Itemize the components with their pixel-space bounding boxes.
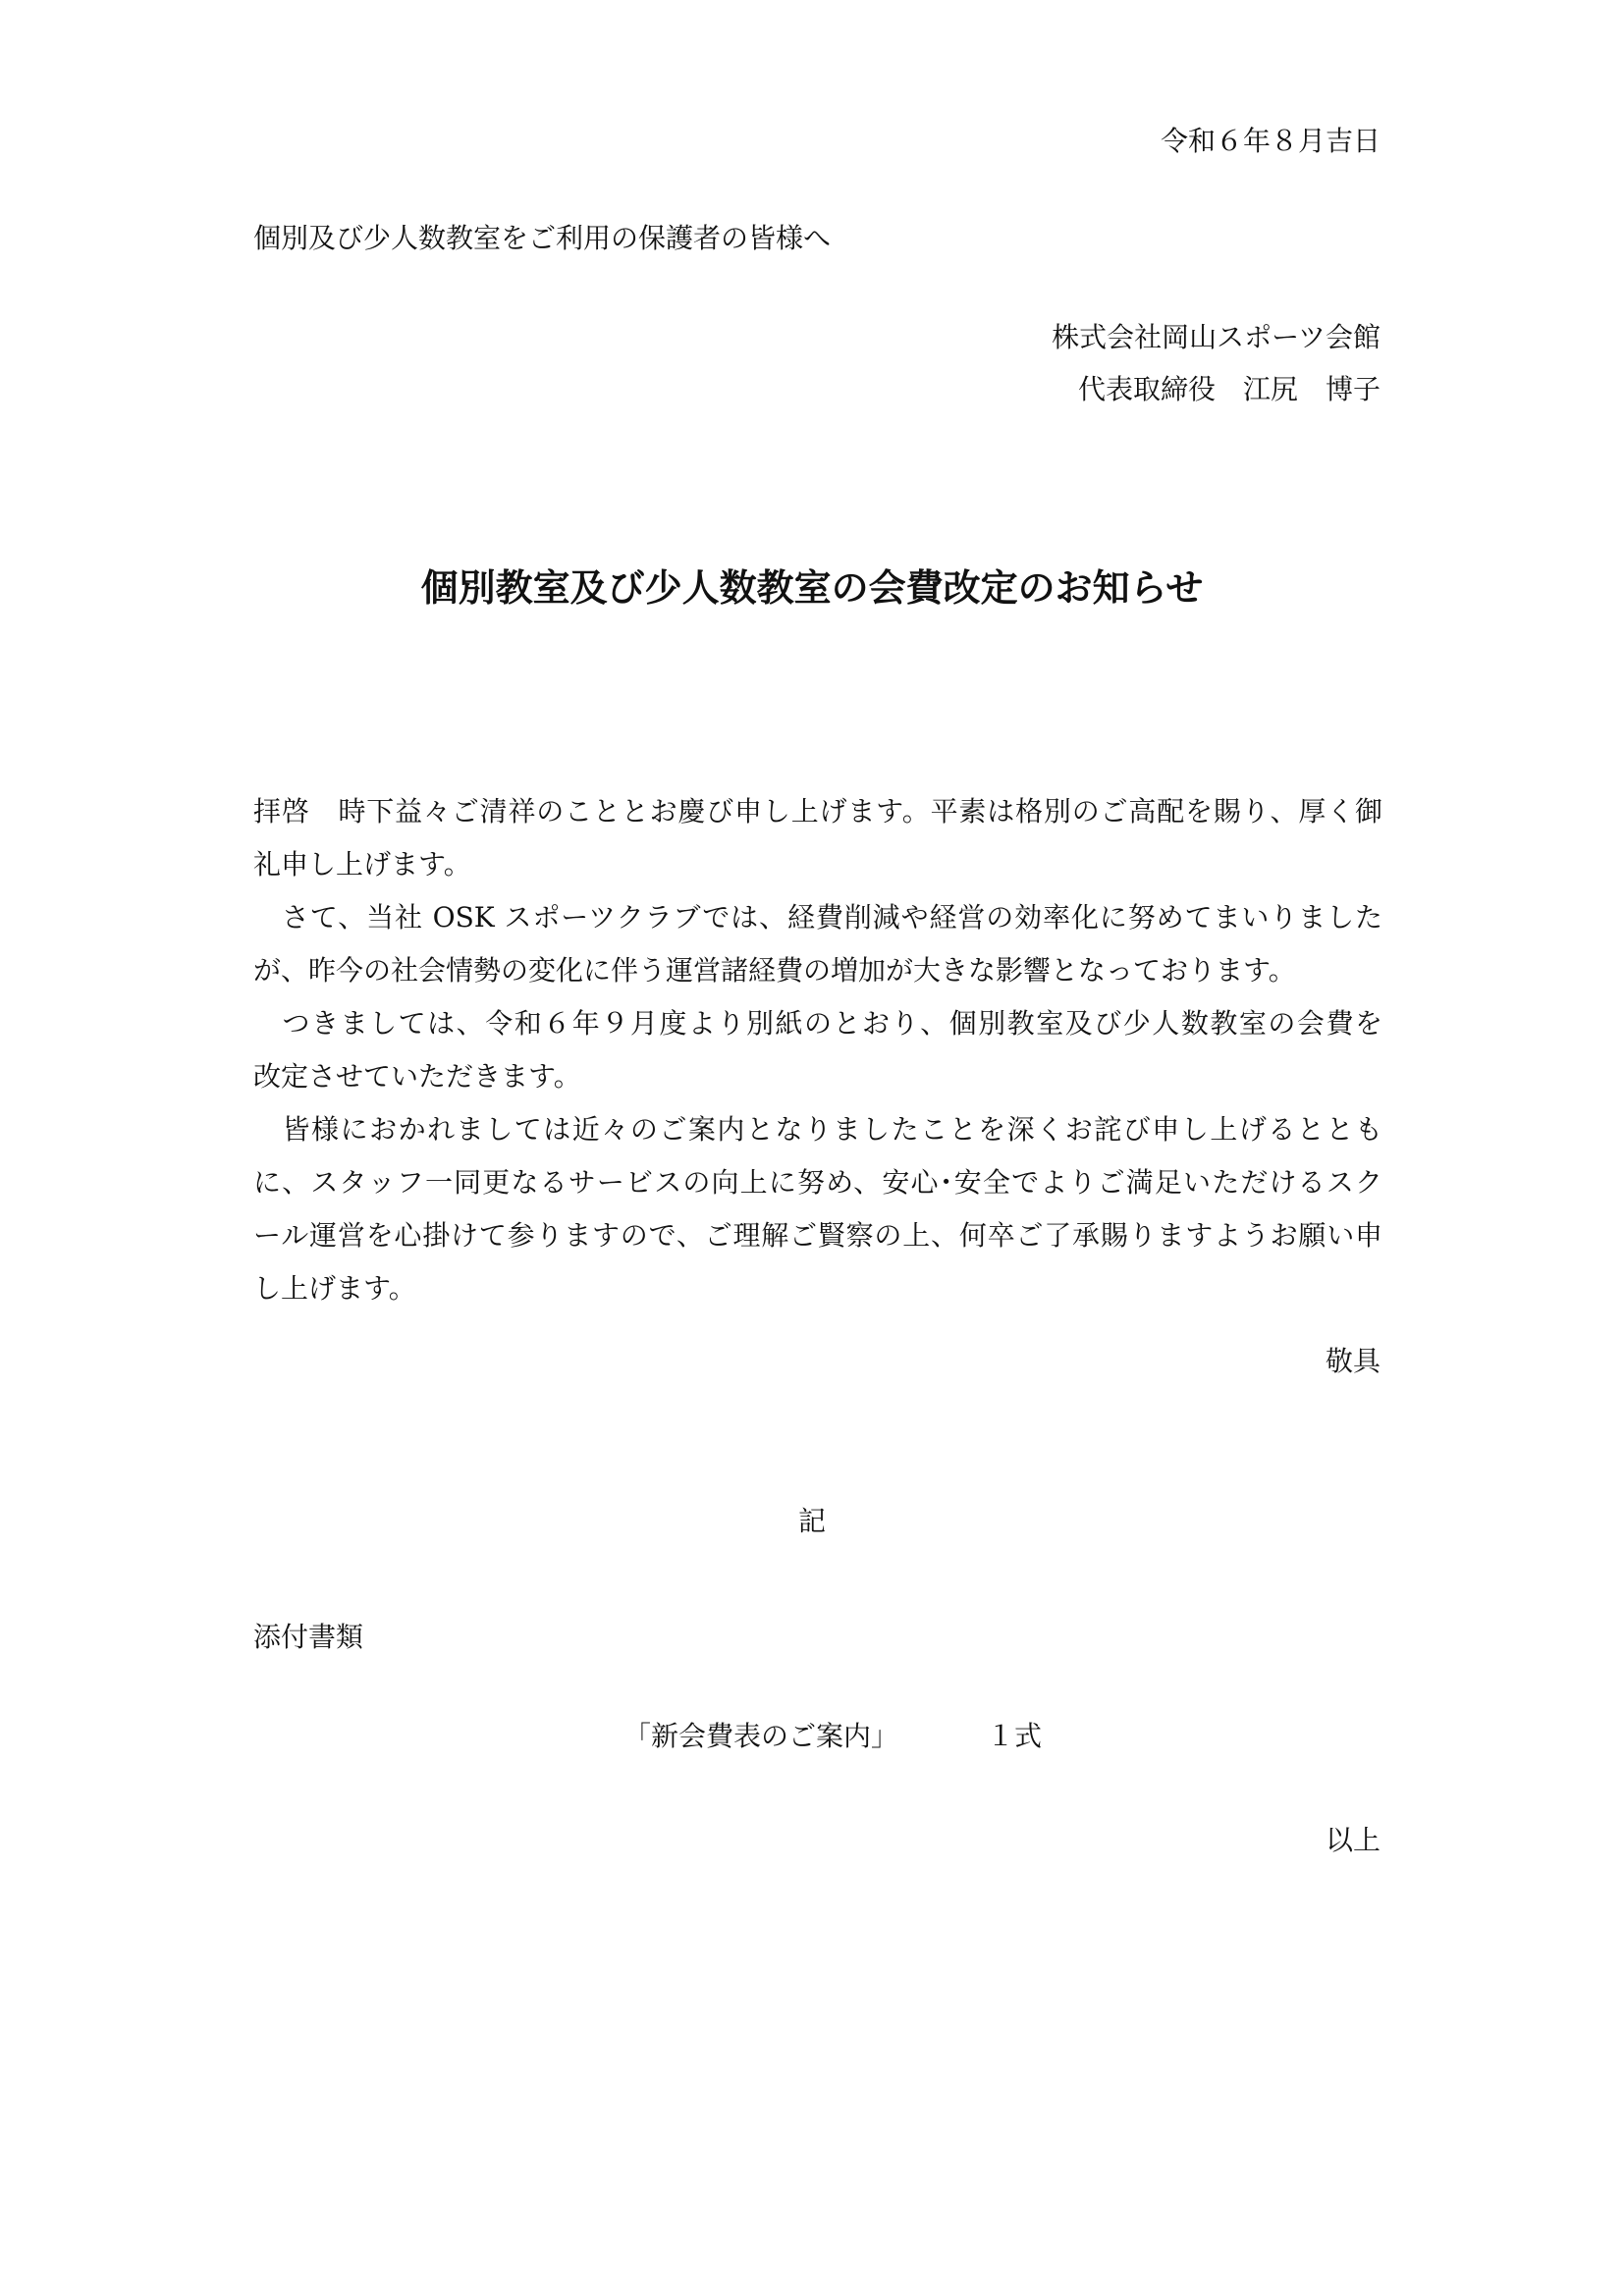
letter-body <box>253 785 1382 1315</box>
body-line: 礼申し上げます。 <box>253 848 471 881</box>
body-line: に、スタッフ一同更なるサービスの向上に努め、安心･安全でよりご満足いただけるスク <box>253 1166 1382 1199</box>
attachment-name: 「新会費表のご案内」 <box>623 1720 899 1752</box>
sender-company: 株式会社岡山スポーツ会館 <box>1052 321 1380 353</box>
body-line: ール運営を心掛けて参りますので、ご理解ご賢察の上、何卒ご了承賜りますようお願い申 <box>253 1219 1382 1252</box>
attachments-heading: 添付書類 <box>253 1621 364 1653</box>
attachment-count: １式 <box>987 1720 1043 1752</box>
closing-word: 敬具 <box>1325 1345 1380 1377</box>
end-mark: 以上 <box>1325 1824 1380 1856</box>
document-title: 個別教室及び少人数教室の会費改定のお知らせ <box>420 565 1204 610</box>
ki-heading: 記 <box>797 1505 826 1537</box>
body-line: 拝啓 時下益々ご清祥のこととお慶び申し上げます。平素は格別のご高配を賜り、厚く御 <box>253 795 1382 828</box>
body-line: し上げます。 <box>253 1272 416 1305</box>
body-line: が、昨今の社会情勢の変化に伴う運営諸経費の増加が大きな影響となっております。 <box>253 954 1296 987</box>
body-line: 改定させていただきます。 <box>253 1060 581 1093</box>
body-line: さて、当社 OSK スポーツクラブでは、経費削減や経営の効率化に努めてまいりました <box>253 901 1382 934</box>
attachment-item <box>623 1720 1042 1753</box>
body-line: 皆様におかれましては近々のご案内となりましたことを深くお詫び申し上げるととも <box>253 1113 1382 1146</box>
letter-date: 令和６年８月吉日 <box>1160 125 1380 157</box>
body-line: つきましては、令和６年９月度より別紙のとおり、個別教室及び少人数教室の会費を <box>253 1007 1382 1040</box>
recipient-line: 個別及び少人数教室をご利用の保護者の皆様へ <box>253 222 832 254</box>
sender-person: 代表取締役 江尻 博子 <box>1077 373 1380 405</box>
